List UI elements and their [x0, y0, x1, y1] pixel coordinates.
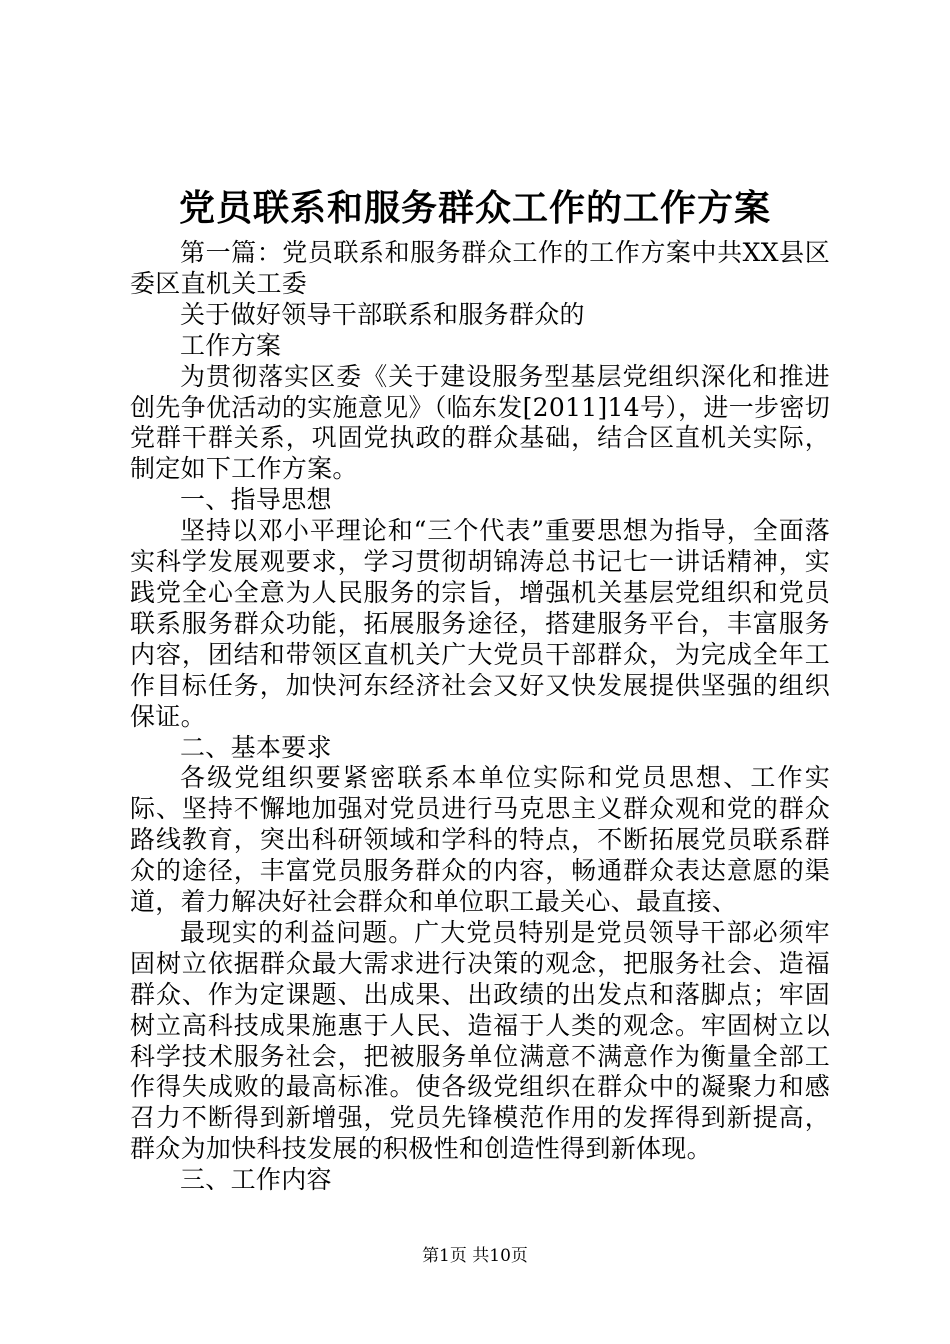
paragraph: 第一篇：党员联系和服务群众工作的工作方案中共XX县区委区直机关工委 [130, 238, 830, 298]
paragraph: 坚持以邓小平理论和“三个代表”重要思想为指导，全面落实科学发展观要求，学习贯彻胡锦涛总书记七一讲话精神，实践党全心全意为人民服务的宗旨，增强机关基层党组织和党员联系服务群众功能，拓展服务途径，搭建服务平台，丰富服务内容，团结和带领区直机关广大党员干部群众，为完成全年工作目标任务，加快河东经济社会又好又快发展提供坚强的组织保证。 [130, 516, 830, 731]
section-heading: 二、基本要求 [180, 732, 332, 762]
section-heading: 一、指导思想 [180, 485, 332, 515]
page-number-footer: 第1页 共10页 [422, 1246, 528, 1266]
paragraph: 关于做好领导干部联系和服务群众的 [180, 299, 585, 329]
paragraph: 最现实的利益问题。广大党员特别是党员领导干部必须牢固树立依据群众最大需求进行决策的观念，把服务社会、造福群众、作为定课题、出成果、出政绩的出发点和落脚点；牢固树立高科技成果施惠于人民、造福于人类的观念。牢固树立以科学技术服务社会，把被服务单位满意不满意作为衡量全部工作得失成败的最高标准。使各级党组织在群众中的凝聚力和感召力不断得到新增强，党员先锋模范作用的发挥得到新提高，群众为加快科技发展的积极性和创造性得到新体现。 [130, 917, 830, 1164]
document-title: 党员联系和服务群众工作的工作方案 [178, 187, 771, 229]
paragraph: 工作方案 [180, 330, 282, 360]
section-heading: 三、工作内容 [180, 1165, 332, 1195]
paragraph: 各级党组织要紧密联系本单位实际和党员思想、工作实际、坚持不懈地加强对党员进行马克思主义群众观和党的群众路线教育，突出科研领域和学科的特点，不断拓展党员联系群众的途径，丰富党员服务群众的内容，畅通群众表达意愿的渠道，着力解决好社会群众和单位职工最关心、最直接、 [130, 763, 830, 917]
paragraph: 为贯彻落实区委《关于建设服务型基层党组织深化和推进创先争优活动的实施意见》（临东发[2011]14号），进一步密切党群干群关系，巩固党执政的群众基础，结合区直机关实际，制定如下工作方案。 [130, 361, 830, 484]
document-body [130, 238, 830, 1196]
